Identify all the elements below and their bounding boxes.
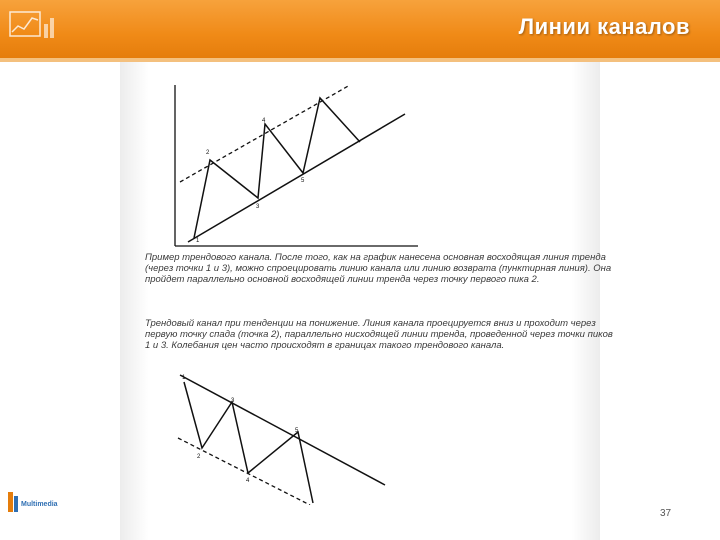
point-label-4: 4: [246, 478, 250, 484]
point-label-2: 2: [197, 454, 201, 460]
chart-logo-icon: [4, 4, 60, 52]
footer-logo-text: Multimedia: [21, 501, 58, 508]
main-trend-line: [188, 114, 405, 242]
footer-logo-icon: [8, 490, 88, 516]
price-zigzag: [194, 98, 360, 238]
page-title: Линии каналов: [518, 14, 690, 39]
point-label-1: 1: [196, 238, 200, 244]
point-label-5: 5: [301, 178, 305, 184]
ascending-channel-diagram: [170, 80, 420, 250]
point-label-5: 5: [295, 428, 299, 434]
channel-line-dashed: [180, 85, 350, 182]
channel-line-dashed: [178, 438, 310, 505]
descending-channel-diagram: [170, 370, 390, 505]
main-trend-line: [180, 375, 385, 485]
price-zigzag: [184, 382, 313, 503]
point-label-3: 3: [231, 398, 235, 404]
point-label-1: 1: [182, 375, 186, 381]
header-bar: [0, 0, 720, 58]
paragraph-descending: Трендовый канал при тенденции на понижение. Линия канала проецируется вниз и проходит через первую точку спада (точка 2), параллельно нисходящей линии тренда, проведенной через точки пиков 1 и 3. Колебания цен часто происходят в границах такого трендового канала.: [145, 318, 613, 351]
point-label-3: 3: [256, 204, 260, 210]
paragraph-ascending: Пример трендового канала. После того, как на график нанесена основная восходящая линия тренда (через точки 1 и 3), можно спроецировать линию канала или линию возврата (пунктирная линия). Она пройдет параллельно основной восходящей линии тренда через точку первого пика 2.: [145, 252, 612, 285]
page-number: 37: [660, 508, 672, 519]
point-label-4: 4: [262, 118, 266, 124]
point-label-2: 2: [206, 150, 210, 156]
